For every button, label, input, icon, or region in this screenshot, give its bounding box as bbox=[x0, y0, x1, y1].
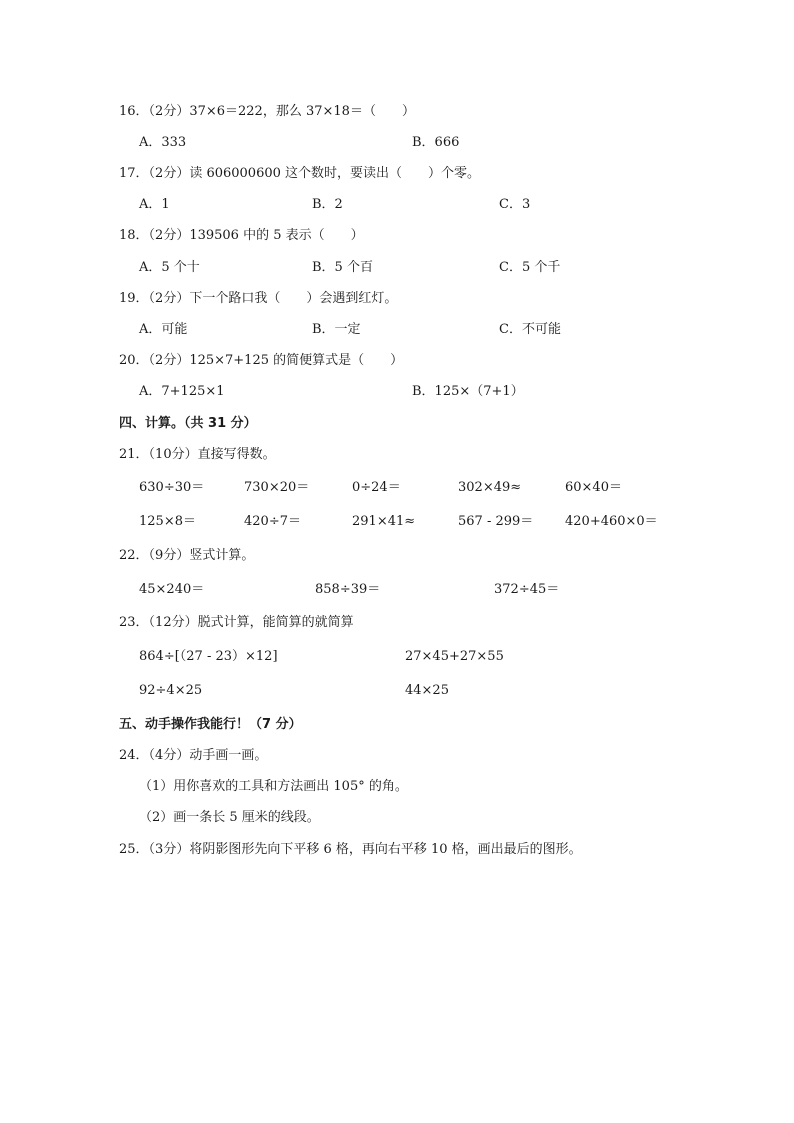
q18-stem: 18．（2分）139506 中的 5 表示（ ） bbox=[119, 228, 364, 243]
q19-option-b: B．一定 bbox=[312, 322, 361, 337]
q22-item: 858÷39＝ bbox=[315, 582, 381, 597]
q21-item: 0÷24＝ bbox=[352, 480, 401, 495]
q16-option-a: A．333 bbox=[139, 135, 187, 150]
q24-stem: 24．（4分）动手画一画。 bbox=[119, 748, 268, 763]
q19-option-c: C．不可能 bbox=[499, 322, 561, 337]
q24-sub-1: （1）用你喜欢的工具和方法画出 105° 的角。 bbox=[139, 779, 408, 794]
q21-item: 125×8＝ bbox=[139, 514, 196, 529]
q24-sub-2: （2）画一条长 5 厘米的线段。 bbox=[139, 810, 320, 825]
q21-item: 302×49≈ bbox=[458, 480, 522, 495]
q23-item: 44×25 bbox=[405, 683, 449, 698]
q18-option-c: C．5 个千 bbox=[499, 260, 561, 275]
q22-stem: 22．（9分）竖式计算。 bbox=[119, 548, 255, 563]
q17-option-c: C．3 bbox=[499, 197, 531, 212]
q16-stem: 16．（2分）37×6＝222，那么 37×18＝（ ） bbox=[119, 104, 415, 119]
q21-item: 730×20＝ bbox=[244, 480, 310, 495]
q23-item: 92÷4×25 bbox=[139, 683, 203, 698]
q21-item: 630÷30＝ bbox=[139, 480, 205, 495]
q23-item: 864÷[（27 - 23）×12] bbox=[139, 649, 278, 664]
q23-item: 27×45+27×55 bbox=[405, 649, 504, 664]
q23-stem: 23．（12分）脱式计算，能简算的就简算 bbox=[119, 615, 354, 630]
q20-option-a: A．7+125×1 bbox=[139, 384, 225, 399]
q20-option-b: B．125×（7+1） bbox=[412, 384, 524, 399]
section-5-title: 五、动手操作我能行！（7 分） bbox=[119, 717, 302, 732]
q21-stem: 21．（10分）直接写得数。 bbox=[119, 447, 276, 462]
q25-stem: 25．（3分）将阴影图形先向下平移 6 格，再向右平移 10 格，画出最后的图形。 bbox=[119, 842, 582, 857]
q17-stem: 17．（2分）读 606000600 这个数时，要读出（ ）个零。 bbox=[119, 166, 481, 181]
q20-stem: 20．（2分）125×7+125 的简便算式是（ ） bbox=[119, 353, 404, 368]
q21-item: 567 - 299＝ bbox=[458, 514, 534, 529]
q18-option-a: A．5 个十 bbox=[139, 260, 200, 275]
q16-option-b: B．666 bbox=[412, 135, 460, 150]
q22-item: 45×240＝ bbox=[139, 582, 205, 597]
q19-stem: 19．（2分）下一个路口我（ ）会遇到红灯。 bbox=[119, 291, 398, 306]
q17-option-b: B．2 bbox=[312, 197, 343, 212]
q17-option-a: A．1 bbox=[139, 197, 170, 212]
q21-item: 420+460×0＝ bbox=[565, 514, 658, 529]
q21-item: 60×40＝ bbox=[565, 480, 622, 495]
section-4-title: 四、计算。（共 31 分） bbox=[119, 416, 257, 431]
q21-item: 291×41≈ bbox=[352, 514, 416, 529]
q19-option-a: A．可能 bbox=[139, 322, 188, 337]
q22-item: 372÷45＝ bbox=[494, 582, 560, 597]
q21-item: 420÷7＝ bbox=[244, 514, 301, 529]
q18-option-b: B．5 个百 bbox=[312, 260, 373, 275]
